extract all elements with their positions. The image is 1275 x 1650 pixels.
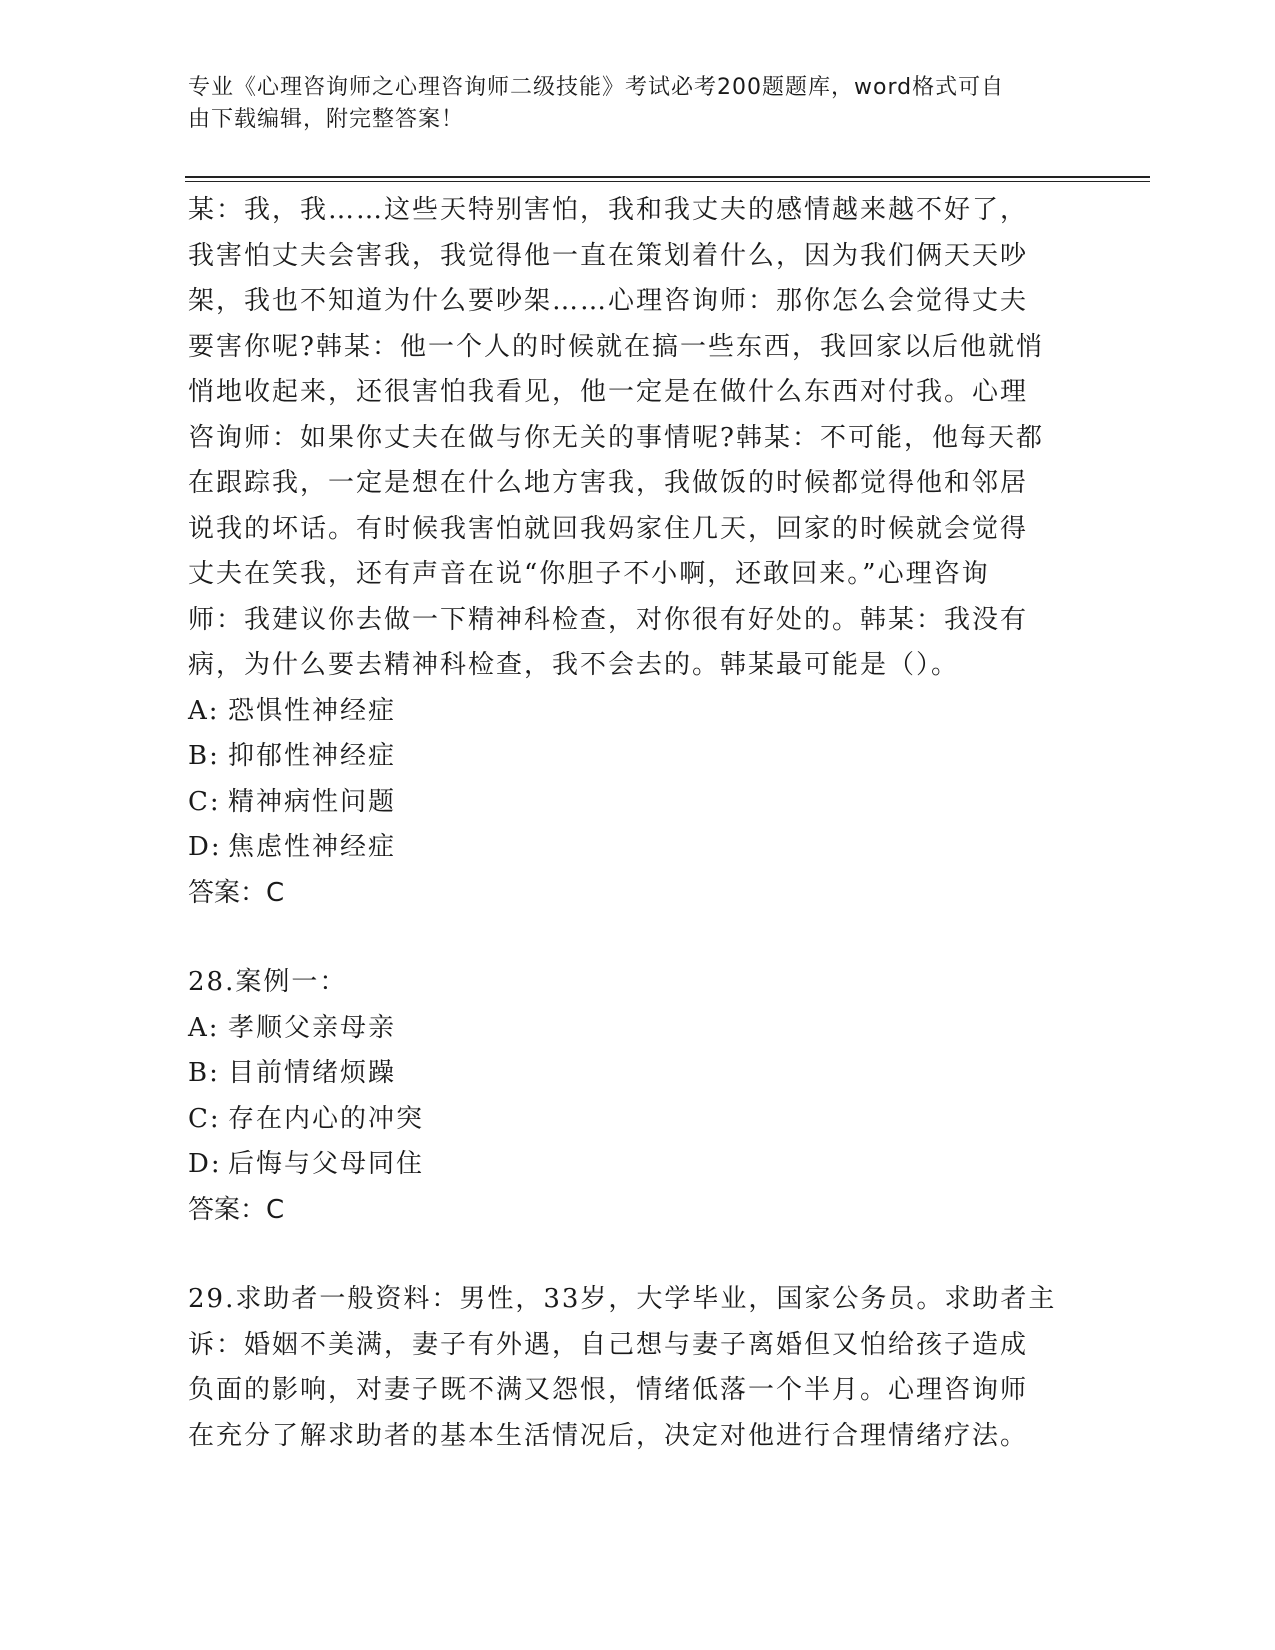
option-text: 精神病性问题 [228,786,397,817]
spacer [188,916,1083,960]
question-stem-line: 在跟踪我，一定是想在什么地方害我，我做饭的时候都觉得他和邻居 [188,468,1029,498]
header-line-1: 专业《心理咨询师之心理咨询师二级技能》考试必考200题题库，word格式可自 [188,75,1005,100]
spacer [188,1233,1083,1277]
question-stem-line: 丈夫在笑我，还有声音在说“你胆子不小啊，还敢回来。”心理咨询 [188,559,990,589]
option-text: 后悔与父母同住 [228,1149,425,1179]
option-d [188,825,1083,871]
question-28 [188,960,1083,1233]
document-body [188,188,1083,1459]
option-a [188,689,1083,735]
option-key: C: [188,786,221,817]
question-stem-line: 师：我建议你去做一下精神科检查，对你很有好处的。韩某：我没有 [188,604,1029,635]
question-27 [188,188,1083,916]
option-key: D: [188,832,222,862]
option-key: B: [188,1058,220,1088]
document-header [188,72,1068,136]
option-key: A: [188,1012,220,1043]
question-stem-line: 在充分了解求助者的基本生活情况后，决定对他进行合理情绪疗法。 [188,1420,1029,1451]
header-divider-thin [185,181,1150,182]
option-key: C: [188,1103,221,1134]
option-c [188,780,1083,826]
question-stem-line: 病，为什么要去精神科检查，我不会去的。韩某最可能是（）。 [188,650,960,680]
option-text: 存在内心的冲突 [228,1103,425,1134]
question-stem-line: 某：我，我……这些天特别害怕，我和我丈夫的感情越来越不好了， [188,195,1029,225]
question-stem-line: 咨询师：如果你丈夫在做与你无关的事情呢?韩某：不可能，他每天都 [188,422,1044,453]
header-divider-thick [185,176,1150,178]
option-a [188,1006,1083,1052]
option-text: 焦虑性神经症 [228,832,397,862]
option-text: 孝顺父亲母亲 [228,1012,397,1043]
option-key: B: [188,741,220,771]
answer-label: 答案：C [188,1194,285,1225]
question-stem-line: 诉：婚姻不美满，妻子有外遇，自己想与妻子离婚但又怕给孩子造成 [188,1329,1029,1360]
option-key: D: [188,1149,222,1179]
question-stem-line: 架，我也不知道为什么要吵架……心理咨询师：那你怎么会觉得丈夫 [188,286,1029,316]
option-d [188,1142,1083,1188]
question-stem-line: 要害你呢?韩某：他一个人的时候就在搞一些东西，我回家以后他就悄 [188,331,1044,362]
option-text: 抑郁性神经症 [228,741,397,771]
question-stem-line: 悄地收起来，还很害怕我看见，他一定是在做什么东西对付我。心理 [188,377,1029,407]
option-text: 目前情绪烦躁 [228,1058,397,1088]
option-text: 恐惧性神经症 [228,695,397,726]
question-stem-line: 说我的坏话。有时候我害怕就回我妈家住几天，回家的时候就会觉得 [188,513,1029,544]
option-key: A: [188,695,220,726]
answer-label: 答案：C [188,877,285,908]
option-b [188,734,1083,780]
question-stem-line: 我害怕丈夫会害我，我觉得他一直在策划着什么，因为我们俩天天吵 [188,240,1029,271]
option-c [188,1097,1083,1143]
header-line-2: 由下载编辑，附完整答案！ [188,107,465,132]
question-stem: 28.案例一： [188,967,348,997]
option-b [188,1051,1083,1097]
question-29 [188,1277,1083,1459]
question-stem-line: 负面的影响，对妻子既不满又怨恨，情绪低落一个半月。心理咨询师 [188,1375,1029,1405]
question-stem-line: 29.求助者一般资料：男性，33岁，大学毕业，国家公务员。求助者主 [188,1284,1057,1314]
